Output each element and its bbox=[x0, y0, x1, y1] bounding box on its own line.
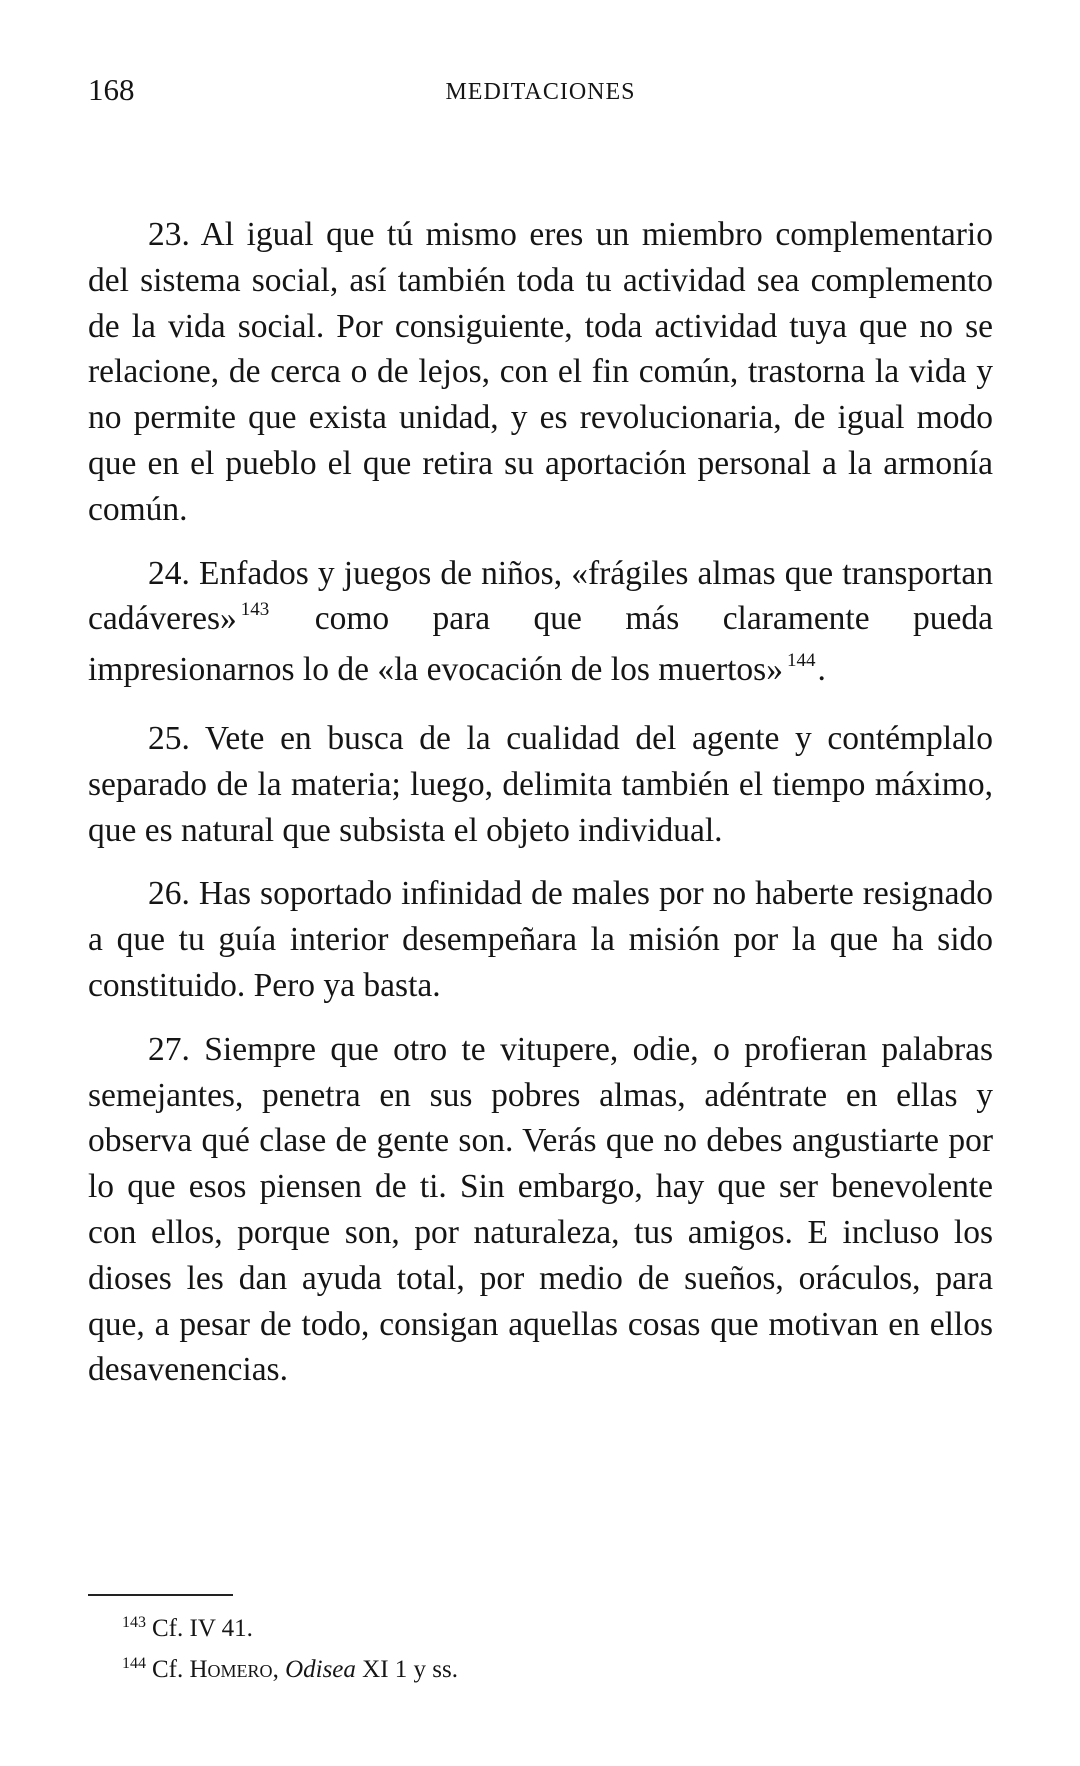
footnote-text: Cf. IV 41. bbox=[152, 1615, 253, 1642]
paragraph-number: 25. bbox=[148, 719, 190, 757]
footnote-144 bbox=[88, 1651, 993, 1692]
footnote-divider bbox=[88, 1594, 233, 1596]
paragraph-text: . bbox=[817, 651, 826, 689]
footnote-prefix: Cf. bbox=[152, 1656, 190, 1683]
paragraph-27 bbox=[88, 1027, 993, 1393]
paragraph-text: Enfados y juegos de niños, «frágiles almas que transportan cadáveres» bbox=[88, 554, 993, 638]
paragraph-number: 24. bbox=[148, 554, 190, 592]
running-head bbox=[88, 70, 993, 110]
paragraph-25 bbox=[88, 716, 993, 853]
paragraph-text: como para que más claramente pueda impresionarnos lo de «la evocación de los muertos» bbox=[88, 600, 993, 689]
footnote-ref-143[interactable]: 143 bbox=[240, 599, 270, 621]
paragraph-text: Siempre que otro te vitupere, odie, o profieran palabras semejantes, penetra en sus pobres almas, adéntrate en ellas y observa qué clase de gente son. Verás que no debes angustiarte por lo que esos piensen de ti. Sin embargo, hay que ser benevolente con ellos, porque son, por naturaleza, tus amigos. E incluso los dioses les dan ayuda total, por medio de sueños, oráculos, para que, a pesar de todo, consigan aquellas cosas que motivan en ellos desavenencias. bbox=[88, 1030, 994, 1389]
paragraph-number: 27. bbox=[148, 1030, 190, 1068]
running-title: MEDITACIONES bbox=[445, 79, 636, 105]
paragraph-26 bbox=[88, 871, 993, 1008]
paragraph-24 bbox=[88, 551, 993, 698]
paragraph-text: Has soportado infinidad de males por no haberte resignado a que tu guía interior desempeñara la misión por la que ha sido constituido. Pero ya basta. bbox=[88, 875, 994, 1004]
footnote-number: 143 bbox=[122, 1614, 146, 1631]
footnote-ref-144[interactable]: 144 bbox=[786, 650, 816, 672]
page-number: 168 bbox=[88, 72, 135, 107]
footnotes bbox=[88, 1610, 993, 1692]
footnote-143 bbox=[88, 1610, 993, 1651]
footnote-reference: XI 1 y ss. bbox=[355, 1656, 458, 1683]
paragraph-text: Al igual que tú mismo eres un miembro complementario del sistema social, así también toda tu actividad sea complemento de la vida social. Por consiguiente, toda actividad tuya que no se relacione, de cerca o de lejos, con el fin común, trastorna la vida y no permite que exista unidad, y es revolucionaria, de igual modo que en el pueblo el que retira su aportación personal a la armonía común. bbox=[88, 216, 993, 528]
paragraph-number: 26. bbox=[148, 875, 190, 913]
footnote-number: 144 bbox=[122, 1655, 146, 1672]
paragraph-number: 23. bbox=[148, 216, 190, 253]
body-text bbox=[88, 212, 993, 1411]
footnote-work-title: Odisea bbox=[285, 1656, 356, 1683]
footnote-author: Homero bbox=[189, 1656, 273, 1683]
paragraph-23 bbox=[88, 212, 993, 533]
footnote-separator: , bbox=[272, 1656, 286, 1683]
paragraph-text: Vete en busca de la cualidad del agente y contémplalo separado de la materia; luego, delimita también el tiempo máximo, que es natural que subsista el objeto individual. bbox=[88, 719, 993, 849]
